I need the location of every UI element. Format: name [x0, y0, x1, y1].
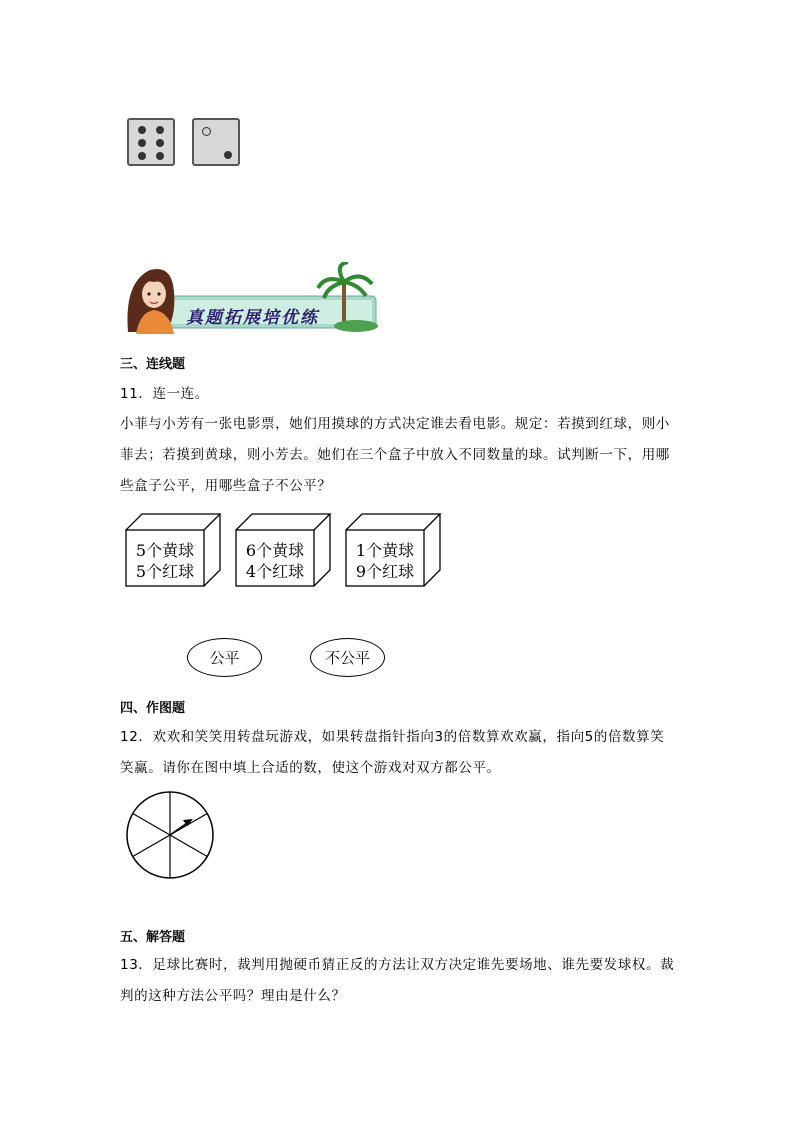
- section-heading-4: 四、作图题: [120, 701, 186, 716]
- option-unfair[interactable]: 不公平: [310, 638, 385, 677]
- spinner[interactable]: [124, 789, 216, 881]
- dice-pip: [138, 152, 146, 160]
- dice-pip: [202, 127, 211, 136]
- box-3-red: 9个红球: [355, 562, 415, 581]
- section-heading-3: 三、连线题: [120, 357, 186, 372]
- box-1-red: 5个红球: [135, 562, 195, 581]
- q11-line-2: 菲去；若摸到黄球，则小芳去。她们在三个盒子中放入不同数量的球。试判断一下，用哪: [120, 447, 670, 463]
- box-1-yellow: 5个黄球: [135, 541, 195, 560]
- dice-two: [192, 118, 240, 166]
- dice-pip: [224, 151, 232, 159]
- box-3-yellow: 1个黄球: [355, 541, 415, 560]
- section-banner: [120, 262, 380, 334]
- dice-pip: [138, 126, 146, 134]
- q12-line-1: 12．欢欢和笑笑用转盘玩游戏，如果转盘指针指向3的倍数算欢欢赢，指向5的倍数算笑: [120, 729, 665, 745]
- dice-pip: [156, 139, 164, 147]
- banner-title: 真题拓展培优练: [186, 308, 319, 328]
- section-heading-5: 五、解答题: [120, 930, 186, 945]
- q12-line-2: 笑赢。请你在图中填上合适的数，使这个游戏对双方都公平。: [120, 760, 501, 776]
- dice-six: [127, 118, 175, 166]
- q11-number: 11．连一连。: [120, 386, 209, 402]
- dice-pip: [138, 139, 146, 147]
- dice-pip: [156, 152, 164, 160]
- q11-line-1: 小菲与小芳有一张电影票，她们用摸球的方式决定谁去看电影。规定：若摸到红球，则小: [120, 416, 670, 432]
- q13-line-2: 判的这种方法公平吗？理由是什么？: [120, 988, 346, 1004]
- q11-line-3: 些盒子公平，用哪些盒子不公平？: [120, 478, 332, 494]
- dice-pip: [156, 126, 164, 134]
- box-2-red: 4个红球: [245, 562, 305, 581]
- option-fair[interactable]: 公平: [187, 638, 262, 677]
- q13-line-1: 13．足球比赛时，裁判用抛硬币猜正反的方法让双方决定谁先要场地、谁先要发球权。裁: [120, 957, 675, 973]
- box-2-yellow: 6个黄球: [245, 541, 305, 560]
